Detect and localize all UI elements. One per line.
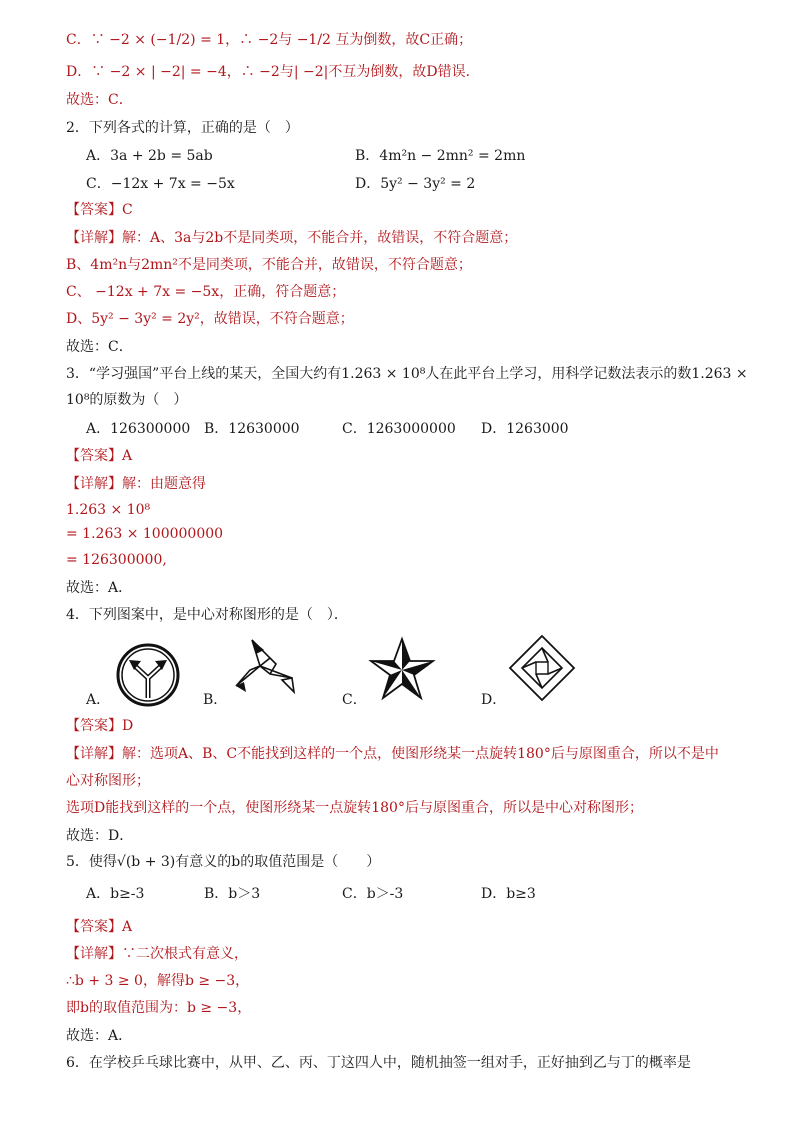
q3-answer-label: 【答案】	[66, 448, 122, 464]
q2-answer	[66, 200, 133, 220]
q2-answer-value: C	[122, 202, 133, 218]
q2-choice: 故选：C．	[66, 339, 133, 355]
q1-choice: 故选：C．	[66, 92, 133, 108]
q4-detail-line-3: 选项D能找到这样的一个点，使图形绕某一点旋转180°后与原图重合，所以是中心对称图形；	[66, 800, 643, 816]
q2-option-b: B．4m²n − 2mn² = 2mn	[355, 148, 526, 164]
q4-answer	[66, 716, 133, 736]
q3-stem-line-2: 10⁸的原数为（ ）	[66, 392, 188, 408]
q2-detail-line-1	[66, 228, 517, 248]
q4-detail-label: 【详解】	[66, 746, 122, 762]
q5-option-c: C．b＞-3	[342, 886, 404, 902]
q5-stem: 5．使得√(b + 3)有意义的b的取值范围是（ ）	[66, 854, 381, 870]
q2-detail-label: 【详解】	[66, 230, 122, 246]
q4-detail-text: 解：选项A、B、C不能找到这样的一个点，使图形绕某一点旋转180°后与原图重合，所以不是中	[122, 746, 719, 762]
q4-option-c: C．	[342, 692, 367, 708]
q2-detail-text: 解：A、3a与2b不是同类项，不能合并，故错误，不符合题意；	[122, 230, 518, 246]
q4-option-a: A．	[86, 692, 111, 708]
q5-answer	[66, 917, 132, 937]
q5-option-d: D．b≥3	[481, 886, 536, 902]
q5-option-a: A．b≥-3	[86, 886, 145, 902]
q3-detail-line-2: 1.263 × 10⁸	[66, 502, 151, 518]
q1-option-d-explanation: D．∵ −2 × | −2| = −4，∴ −2与| −2|不互为倒数，故D错误．	[66, 64, 480, 80]
q2-stem: 2．下列各式的计算，正确的是（ ）	[66, 120, 299, 136]
q5-choice: 故选：A．	[66, 1028, 133, 1044]
q3-option-d: D．1263000	[481, 421, 569, 437]
q4-detail-line-2: 心对称图形；	[66, 773, 150, 789]
q3-detail-line-1	[66, 474, 206, 494]
q4-option-b: B．	[203, 692, 228, 708]
q3-option-c: C．1263000000	[342, 421, 456, 437]
q4-figure-d	[508, 634, 576, 702]
q4-detail-line-1	[66, 744, 719, 764]
q4-figure-a	[115, 642, 181, 708]
q3-option-b: B．12630000	[204, 421, 300, 437]
q5-answer-label: 【答案】	[66, 919, 122, 935]
q3-option-a: A．126300000	[86, 421, 191, 437]
q4-choice: 故选：D．	[66, 828, 134, 844]
q2-option-c: C．−12x + 7x = −5x	[86, 176, 235, 192]
q5-option-b: B．b＞3	[204, 886, 261, 902]
q5-detail-line-1	[66, 944, 248, 964]
q1-option-c-explanation: C．∵ −2 × (−1/2) = 1，∴ −2与 −1/2 互为倒数，故C正确；	[66, 32, 473, 48]
q3-answer	[66, 446, 132, 466]
q5-detail-line-2: ∴b + 3 ≥ 0，解得b ≥ −3，	[66, 973, 250, 989]
q5-detail-text: ∵二次根式有意义，	[122, 946, 248, 962]
q3-detail-label: 【详解】	[66, 476, 122, 492]
q3-detail-text: 解：由题意得	[122, 476, 206, 492]
q2-answer-label: 【答案】	[66, 202, 122, 218]
q5-answer-value: A	[122, 919, 133, 935]
q3-detail-line-3: = 1.263 × 100000000	[66, 526, 224, 542]
q6-stem: 6．在学校乒乓球比赛中，从甲、乙、丙、丁这四人中，随机抽签一组对手，正好抽到乙与丁的概率是	[66, 1055, 691, 1071]
q4-figure-b	[230, 636, 298, 698]
q3-stem-line-1: 3．“学习强国”平台上线的某天，全国大约有1.263 × 10⁸人在此平台上学习，用科学记数法表示的数1.263 ×	[66, 366, 748, 382]
q3-answer-value: A	[122, 448, 133, 464]
q5-detail-line-3: 即b的取值范围为：b ≥ −3，	[66, 1000, 252, 1016]
q4-answer-label: 【答案】	[66, 718, 122, 734]
q4-figure-c	[368, 636, 436, 702]
q3-choice: 故选：A．	[66, 580, 133, 596]
q2-detail-line-3: C、 −12x + 7x = −5x，正确，符合题意；	[66, 284, 346, 300]
q4-option-d: D．	[481, 692, 507, 708]
q4-answer-value: D	[122, 718, 134, 734]
q2-option-a: A．3a + 2b = 5ab	[86, 148, 213, 164]
q4-stem: 4．下列图案中，是中心对称图形的是（ ）．	[66, 607, 348, 623]
q2-detail-line-4: D、5y² − 3y² = 2y²，故错误，不符合题意；	[66, 311, 354, 327]
q2-detail-line-2: B、4m²n与2mn²不是同类项，不能合并，故错误，不符合题意；	[66, 257, 472, 273]
q5-detail-label: 【详解】	[66, 946, 122, 962]
q2-option-d: D．5y² − 3y² = 2	[355, 176, 476, 192]
q3-detail-line-4: = 126300000,	[66, 552, 167, 568]
